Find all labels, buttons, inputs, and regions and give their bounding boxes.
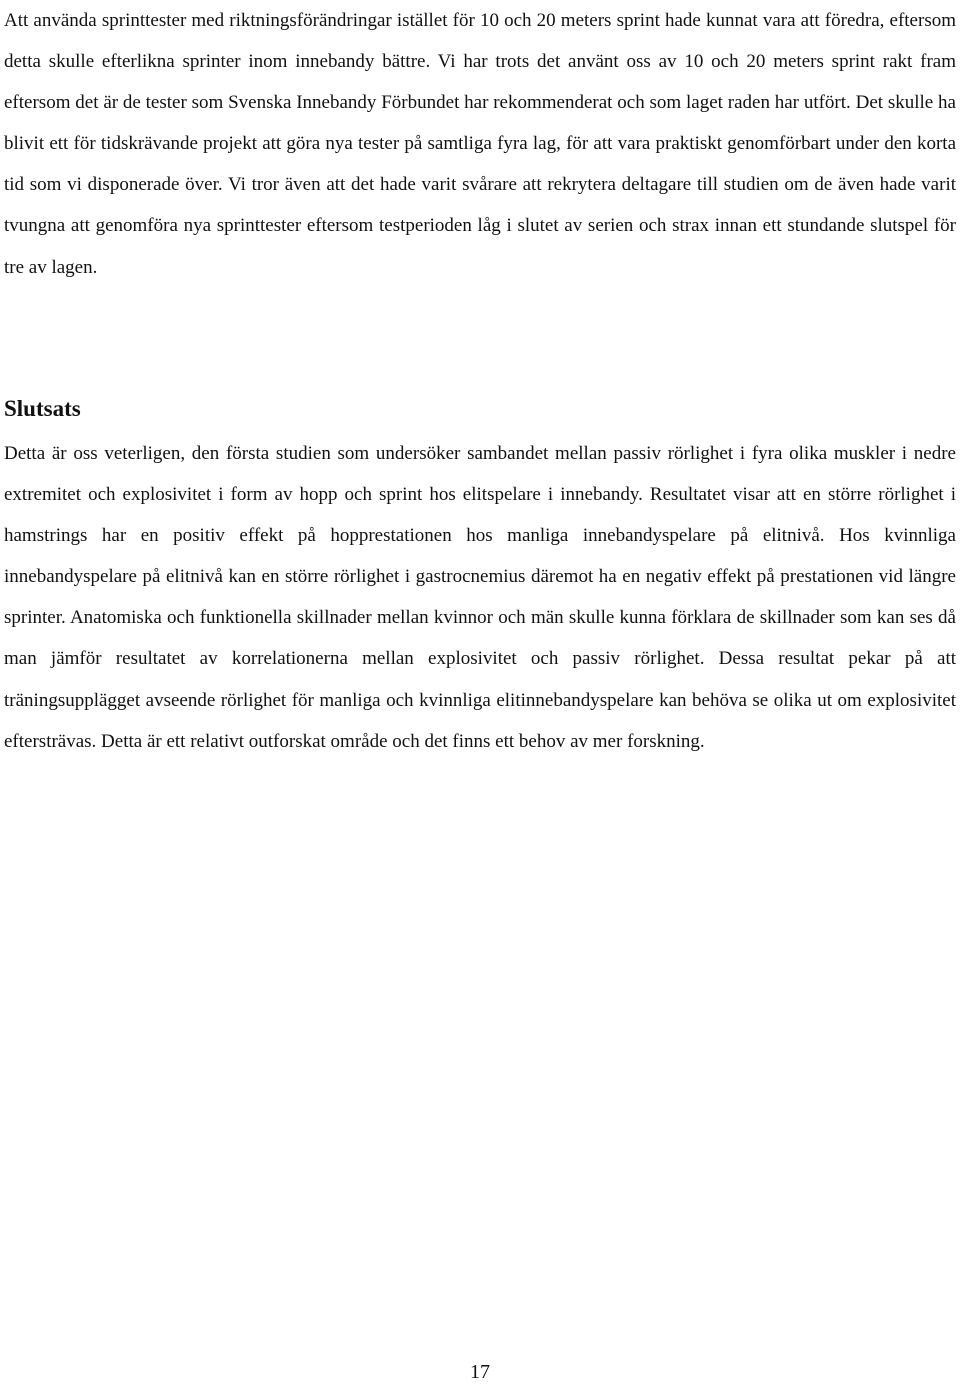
body-paragraph-conclusion: Detta är oss veterligen, den första studien som undersöker sambandet mellan passiv rörlighet i fyra olika muskler i nedre extremitet och explosivitet i form av hopp och sprint hos elitspelare i innebandy. Resultatet visar att en större rörlighet i hamstrings har en positiv effekt på hopprestationen hos manliga innebandyspelare på elitnivå. Hos kvinnliga innebandyspelare på elitnivå kan en större rörlighet i gastrocnemius däremot ha en negativ effekt på prestationen vid längre sprinter. Anatomiska och funktionella skillnader mellan kvinnor och män skulle kunna förklara de skillnader som kan ses då man jämför resultatet av korrelationerna mellan explosivitet och passiv rörlighet. Dessa resultat pekar på att träningsupplägget avseende rörlighet för manliga och kvinnliga elitinnebandyspelare kan behöva se olika ut om explosivitet eftersträvas. Detta är ett relativt outforskat område och det finns ett behov av mer forskning.	[4, 443, 956, 752]
body-paragraph-discussion: Att använda sprinttester med riktningsförändringar istället för 10 och 20 meters sprint hade kunnat vara att föredra, eftersom detta skulle efterlikna sprinter inom innebandy bättre. Vi har trots det använt oss av 10 och 20 meters sprint rakt fram eftersom det är de tester som Svenska Innebandy Förbundet har rekommenderat och som laget raden har utfört. Det skulle ha blivit ett för tidskrävande projekt att göra nya tester på samtliga fyra lag, för att vara praktiskt genomförbart under den korta tid som vi disponerade över. Vi tror även att det hade varit svårare att rekrytera deltagare till studien om de även hade varit tvungna att genomföra nya sprinttester eftersom testperioden låg i slutet av serien och strax innan ett stundande slutspel för tre av lagen.	[4, 10, 956, 278]
page-number: 17	[470, 1361, 490, 1383]
section-heading-slutsats: Slutsats	[4, 396, 81, 421]
